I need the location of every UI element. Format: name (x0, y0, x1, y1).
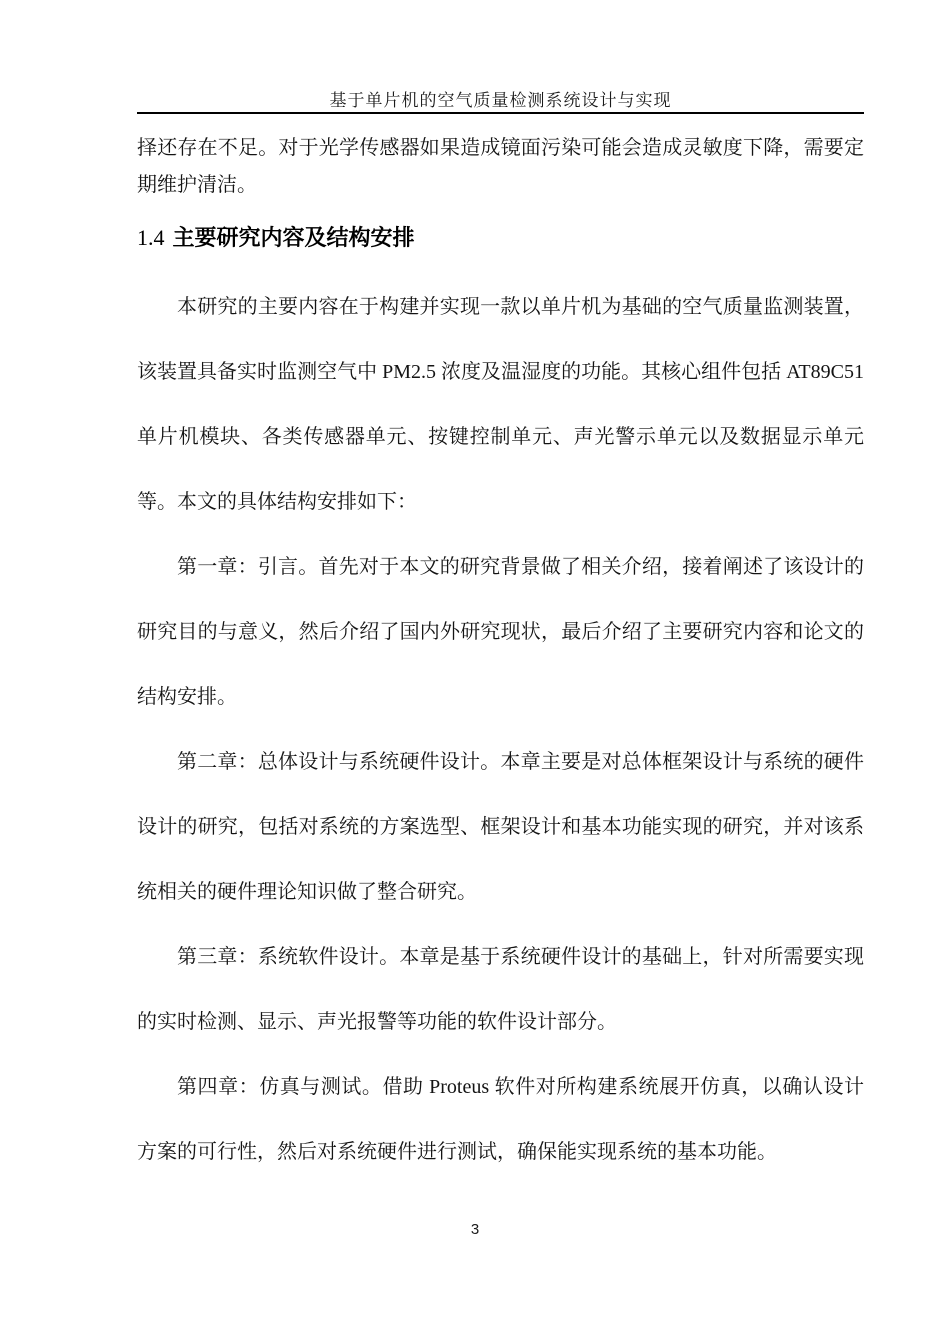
paragraph-chapter-3: 第三章：系统软件设计。本章是基于系统硬件设计的基础上，针对所需要实现的实时检测、显示、声光报警等功能的软件设计部分。 (137, 946, 864, 1033)
section-heading-number: 1.4 (137, 225, 165, 250)
section-heading-title: 主要研究内容及结构安排 (172, 225, 415, 250)
paragraph-continuation: 择还存在不足。对于光学传感器如果造成镜面污染可能会造成灵敏度下降，需要定期维护清洁。 (137, 137, 864, 196)
paragraph-chapter-1: 第一章：引言。首先对于本文的研究背景做了相关介绍，接着阐述了该设计的研究目的与意义，然后介绍了国内外研究现状，最后介绍了主要研究内容和论文的结构安排。 (137, 556, 864, 708)
running-header-title: 基于单片机的空气质量检测系统设计与实现 (329, 91, 672, 110)
paragraph-overview: 本研究的主要内容在于构建并实现一款以单片机为基础的空气质量监测装置，该装置具备实时监测空气中 PM2.5 浓度及温湿度的功能。其核心组件包括 AT89C51 单片机模块、各类传感器单元、按键控制单元、声光警示单元以及数据显示单元等。本文的具体结构安排如下： (137, 296, 864, 513)
header-rule (137, 112, 864, 114)
document-body (137, 130, 864, 1185)
section-heading (137, 223, 864, 253)
running-header (137, 0, 864, 114)
page-number: 3 (470, 1221, 480, 1238)
paragraph-chapter-4: 第四章：仿真与测试。借助 Proteus 软件对所构建系统展开仿真，以确认设计方案的可行性，然后对系统硬件进行测试，确保能实现系统的基本功能。 (137, 1076, 864, 1163)
paragraph-chapter-2: 第二章：总体设计与系统硬件设计。本章主要是对总体框架设计与系统的硬件设计的研究，包括对系统的方案选型、框架设计和基本功能实现的研究，并对该系统相关的硬件理论知识做了整合研究。 (137, 751, 864, 903)
